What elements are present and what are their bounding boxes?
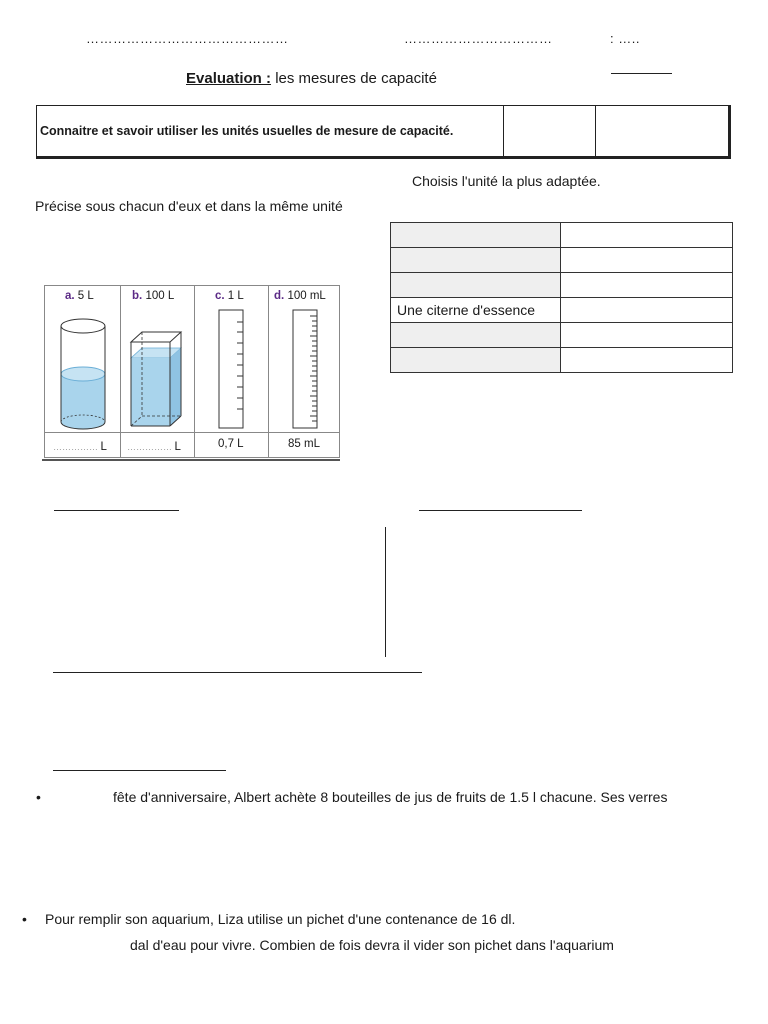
cylinder-icon bbox=[61, 319, 105, 429]
vessels-underline bbox=[42, 459, 340, 461]
problem-1-text: fête d'anniversaire, Albert achète 8 bouteilles de jus de fruits de 1.5 l chacune. Ses verres bbox=[113, 789, 668, 805]
vessel-d-capacity: 100 mL bbox=[287, 290, 326, 302]
table-row bbox=[391, 248, 733, 273]
class-field-dots: …………………………… bbox=[404, 31, 553, 46]
precise-instruction: Précise sous chacun d'eux et dans la même unité bbox=[35, 198, 343, 214]
table-item-cell: Une citerne d'essence bbox=[391, 298, 561, 323]
vessel-b-answer-dots: …………… bbox=[127, 442, 172, 452]
vessel-d-letter: d. bbox=[274, 290, 285, 302]
table-item-cell bbox=[391, 248, 561, 273]
choose-unit-instruction: Choisis l'unité la plus adaptée. bbox=[412, 173, 601, 189]
title-strong: Evaluation : bbox=[186, 70, 272, 87]
measuring-tube-100ml-icon bbox=[293, 310, 317, 428]
table-answer-cell[interactable] bbox=[561, 223, 733, 248]
table-item-cell bbox=[391, 348, 561, 373]
bullet-2: • bbox=[22, 911, 27, 927]
table-answer-cell[interactable] bbox=[561, 298, 733, 323]
table-answer-cell[interactable] bbox=[561, 248, 733, 273]
vessel-b-letter: b. bbox=[132, 290, 143, 302]
bullet-1: • bbox=[36, 789, 41, 805]
section-vertical-divider bbox=[385, 527, 386, 657]
problem-2-line-2: dal d'eau pour vivre. Combien de fois devra il vider son pichet dans l'aquarium bbox=[130, 937, 614, 953]
vessel-b-answer[interactable] bbox=[127, 441, 181, 453]
vessel-c-capacity: 1 L bbox=[227, 290, 244, 302]
table-item-cell bbox=[391, 223, 561, 248]
table-row bbox=[391, 298, 733, 323]
vessel-c-answer: 0,7 L bbox=[218, 438, 244, 450]
table-row bbox=[391, 348, 733, 373]
vessel-a-answer-dots: …………… bbox=[53, 442, 98, 452]
section-heading-line-left bbox=[54, 510, 179, 511]
title-rest: les mesures de capacité bbox=[275, 70, 437, 87]
grade-line bbox=[611, 73, 672, 74]
vessel-a-answer-unit: L bbox=[100, 441, 107, 453]
table-row bbox=[391, 273, 733, 298]
vessel-b-capacity: 100 L bbox=[145, 290, 175, 302]
vessel-a-answer[interactable] bbox=[53, 441, 107, 453]
competency-divider-2 bbox=[595, 106, 596, 156]
table-answer-cell[interactable] bbox=[561, 348, 733, 373]
section-heading-line-right bbox=[419, 510, 582, 511]
competency-divider-1 bbox=[503, 106, 504, 156]
table-item-cell bbox=[391, 323, 561, 348]
vessels-drawing bbox=[45, 286, 341, 432]
name-field-dots: ……………………………………… bbox=[86, 31, 289, 46]
competency-table bbox=[36, 105, 731, 159]
problem-2-line-1: Pour remplir son aquarium, Liza utilise un pichet d'une contenance de 16 dl. bbox=[45, 911, 516, 927]
measuring-tube-1l-icon bbox=[219, 310, 243, 428]
table-answer-cell[interactable] bbox=[561, 323, 733, 348]
table-row bbox=[391, 323, 733, 348]
table-row bbox=[391, 223, 733, 248]
vessels-figure bbox=[44, 285, 340, 458]
vessel-a-capacity: 5 L bbox=[77, 290, 94, 302]
page-title bbox=[186, 70, 437, 87]
vessel-a-letter: a. bbox=[65, 290, 75, 302]
competency-text: Connaitre et savoir utiliser les unités usuelles de mesure de capacité. bbox=[40, 124, 454, 138]
table-item-cell bbox=[391, 273, 561, 298]
vessel-c-letter: c. bbox=[215, 290, 225, 302]
section-bottom-line bbox=[53, 672, 422, 673]
vessel-b-answer-unit: L bbox=[174, 441, 181, 453]
box-icon bbox=[131, 332, 181, 426]
table-answer-cell[interactable] bbox=[561, 273, 733, 298]
unit-choice-table bbox=[390, 222, 733, 373]
date-field-dots: : ….. bbox=[610, 31, 640, 46]
vessel-answer-row-line bbox=[45, 432, 339, 433]
vessel-d-answer: 85 mL bbox=[288, 438, 320, 450]
problems-heading-line bbox=[53, 770, 226, 771]
